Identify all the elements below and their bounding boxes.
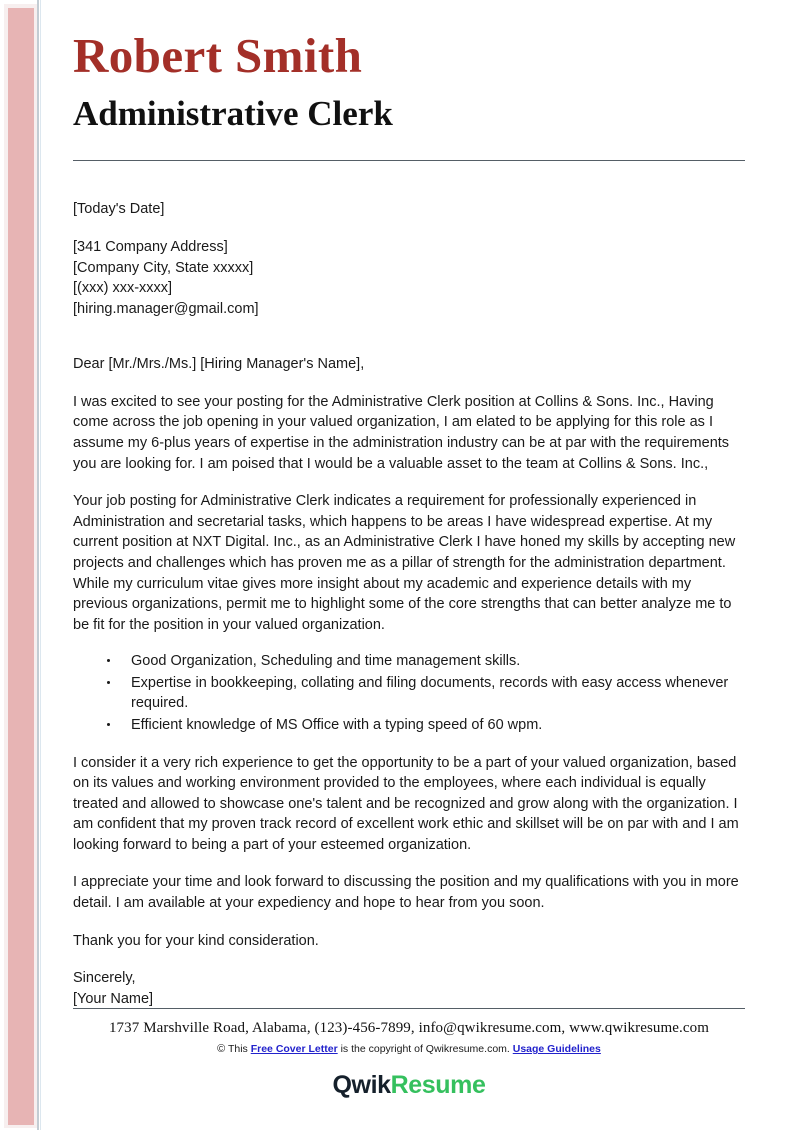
body-paragraph-3: I consider it a very rich experience to get the opportunity to be a part of your valued organization, based on its values and working environment provided to the employees, where each individual is equally treated and allowed to showcase one's talent and be recognized and grow along with the organization. I am confident that my proven track record of excellent work ethic and skillset will be on par with and I am looking forward to being a part of your esteemed organization. <box>73 754 739 853</box>
sidebar-divider-rule <box>37 0 39 1130</box>
copyright-middle: is the copyright of Qwikresume.com. <box>340 1043 510 1055</box>
sign-off-text: Sincerely, <box>73 970 136 987</box>
footer-copyright <box>73 1043 745 1055</box>
copyright-icon: © <box>217 1043 226 1055</box>
address-line: [(xxx) xxx-xxxx] <box>73 280 173 297</box>
logo-text-qwik: Qwik <box>332 1071 391 1099</box>
address-line: [341 Company Address] <box>73 238 228 255</box>
qwikresume-logo <box>73 1071 745 1100</box>
recipient-address-block <box>73 237 745 319</box>
letter-content <box>73 0 745 1009</box>
letter-body <box>73 199 745 1009</box>
logo-text-resume: Resume <box>390 1071 486 1099</box>
sender-name: [Your Name] <box>73 990 154 1007</box>
body-paragraph-1: I was excited to see your posting for the Administrative Clerk position at Collins & Sons. Inc., Having come across the job opening in your valued organization, I am elated to be applying for this role as I assume my 6-plus years of expertise in the administration industry can be at par with the requirements you are looking for. I am poised that I would be a valuable asset to the team at Collins & Sons. Inc., <box>73 393 730 472</box>
signature-block <box>73 968 745 1009</box>
list-item: Good Organization, Scheduling and time management skills. <box>107 651 745 672</box>
body-paragraph-2: Your job posting for Administrative Clerk indicates a requirement for professionally experienced in Administration and secretarial tasks, which happens to be areas I have widespread expertise. At my current position at NXT Digital. Inc., as an Administrative Clerk I have honed my skills by accepting new projects and challenges which has proven me as a pillar of strength for the administration department. While my curriculum vitae gives more insight about my academic and experience details with my previous organizations, permit me to highlight some of the core strengths that can better analyze me to be fit for the position in your valued organization. <box>73 493 736 633</box>
list-item: Efficient knowledge of MS Office with a typing speed of 60 wpm. <box>107 715 745 736</box>
address-line: [Company City, State xxxxx] <box>73 259 254 276</box>
header-divider <box>73 160 745 161</box>
thank-you-line: Thank you for your kind consideration. <box>73 932 319 949</box>
copyright-prefix: This <box>227 1043 248 1055</box>
footer-divider <box>73 1008 745 1009</box>
usage-guidelines-link[interactable]: Usage Guidelines <box>512 1043 601 1055</box>
free-cover-letter-link[interactable]: Free Cover Letter <box>250 1043 338 1055</box>
page-title: Robert Smith <box>73 28 363 83</box>
address-line: [hiring.manager@gmail.com] <box>73 300 259 317</box>
job-title: Administrative Clerk <box>73 93 393 133</box>
list-item: Expertise in bookkeeping, collating and filing documents, records with easy access whenever required. <box>107 673 745 714</box>
page-footer <box>73 1008 745 1100</box>
salutation: Dear [Mr./Mrs./Ms.] [Hiring Manager's Name], <box>73 356 365 373</box>
body-paragraph-4: I appreciate your time and look forward to discussing the position and my qualifications with you in more detail. I am available at your expediency and hope to hear from you soon. <box>73 874 739 912</box>
sidebar-divider-rule-light <box>40 0 41 1130</box>
skills-list <box>73 651 745 735</box>
sidebar-accent-band <box>8 8 34 1125</box>
date-field: [Today's Date] <box>73 201 165 218</box>
footer-address: 1737 Marshville Road, Alabama, (123)-456-7899, info@qwikresume.com, www.qwikresume.com <box>108 1020 710 1036</box>
